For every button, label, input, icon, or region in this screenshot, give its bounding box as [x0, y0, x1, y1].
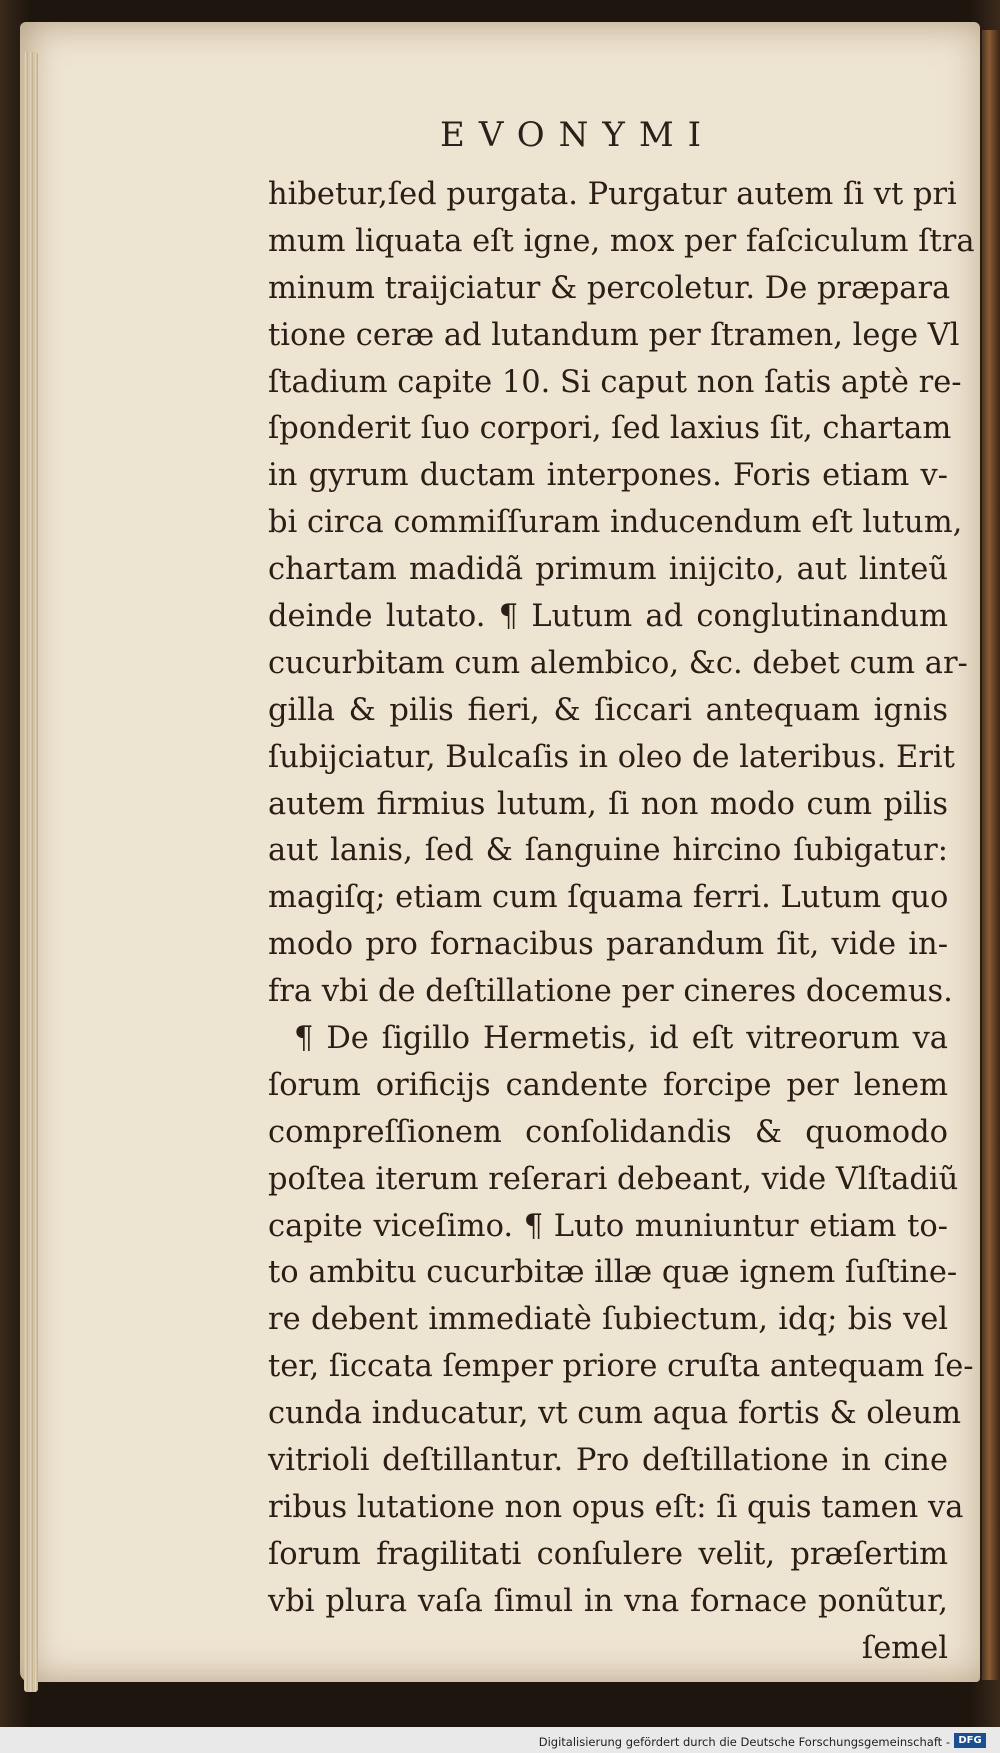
- text-line: cucurbitam cum alembico, &c. debet cum ar-: [268, 645, 968, 681]
- digitization-credit: Digitalisierung gefördert durch die Deutsche Forschungsgemeinschaft -: [538, 1735, 950, 1749]
- text-line: minum traijciatur & percoletur. De præpara: [268, 270, 951, 306]
- text-line: tione ceræ ad lutandum per ſtramen, lege Vl: [268, 317, 960, 353]
- text-line: to ambitu cucurbitæ illæ quæ ignem ſuſtine-: [268, 1255, 958, 1291]
- footer-strip: [0, 1727, 1000, 1753]
- text-line: ſponderit ſuo corpori, ſed laxius ſit, chartam: [268, 411, 952, 447]
- text-line: ribus lutatione non opus eſt: ſi quis tamen va: [268, 1489, 964, 1525]
- text-line: ſorum fragilitati conſulere velit, præſertim: [268, 1536, 948, 1572]
- running-head: EVONYMI: [440, 115, 716, 155]
- text-line: ſorum orificijs candente forcipe per lenem: [268, 1067, 948, 1103]
- text-line: chartam madidã primum inijcito, aut linteũ: [268, 552, 948, 588]
- text-line: capite viceſimo. ¶ Luto muniuntur etiam to-: [268, 1208, 948, 1244]
- catchword: ſemel: [861, 1630, 948, 1666]
- dfg-logo: DFG: [954, 1733, 986, 1748]
- text-line: autem firmius lutum, ſi non modo cum pilis: [268, 786, 948, 822]
- page-stack-edge: [24, 52, 38, 1692]
- text-line: magiſq; etiam cum ſquama ferri. Lutum quo: [268, 880, 949, 916]
- text-line: re debent immediatè ſubiectum, idq; bis vel: [268, 1302, 948, 1338]
- text-line: vbi plura vaſa ſimul in vna fornace ponũtur,: [268, 1583, 948, 1619]
- text-line: compreſſionem conſolidandis & quomodo: [268, 1114, 948, 1150]
- text-line: ſubijciatur, Bulcaſis in oleo de lateribus. Erit: [268, 739, 955, 775]
- text-line: ¶ De ſigillo Hermetis, id eſt vitreorum va: [294, 1021, 948, 1057]
- text-line: poſtea iterum reſerari debeant, vide Vlſtadiũ: [268, 1161, 959, 1197]
- body-text: [268, 172, 975, 1673]
- text-line: cunda inducatur, vt cum aqua fortis & oleum: [268, 1396, 962, 1432]
- text-line: fra vbi de deſtillatione per cineres docemus.: [268, 974, 953, 1010]
- text-line: ter, ſiccata ſemper priore cruſta antequam ſe-: [268, 1349, 974, 1385]
- text-line: deinde lutato. ¶ Lutum ad conglutinandum: [268, 599, 948, 635]
- text-line: modo pro fornacibus parandum ſit, vide in-: [268, 927, 948, 963]
- text-line: mum liquata eſt igne, mox per faſciculum ſtra: [268, 223, 975, 259]
- text-line: bi circa commiſſuram inducendum eſt lutum,: [268, 505, 963, 541]
- text-line: vitrioli deſtillantur. Pro deſtillatione in cine: [268, 1443, 948, 1479]
- book-cover-edge: [982, 30, 1000, 1680]
- text-line: aut lanis, ſed & ſanguine hircino ſubigatur:: [268, 833, 948, 869]
- text-line: ſtadium capite 10. Si caput non ſatis aptè re-: [268, 364, 962, 400]
- text-line: gilla & pilis fieri, & ſiccari antequam ignis: [268, 692, 948, 728]
- text-line: in gyrum ductam interpones. Foris etiam v-: [268, 458, 948, 494]
- text-line: hibetur,ſed purgata. Purgatur autem ſi vt pri: [268, 177, 957, 212]
